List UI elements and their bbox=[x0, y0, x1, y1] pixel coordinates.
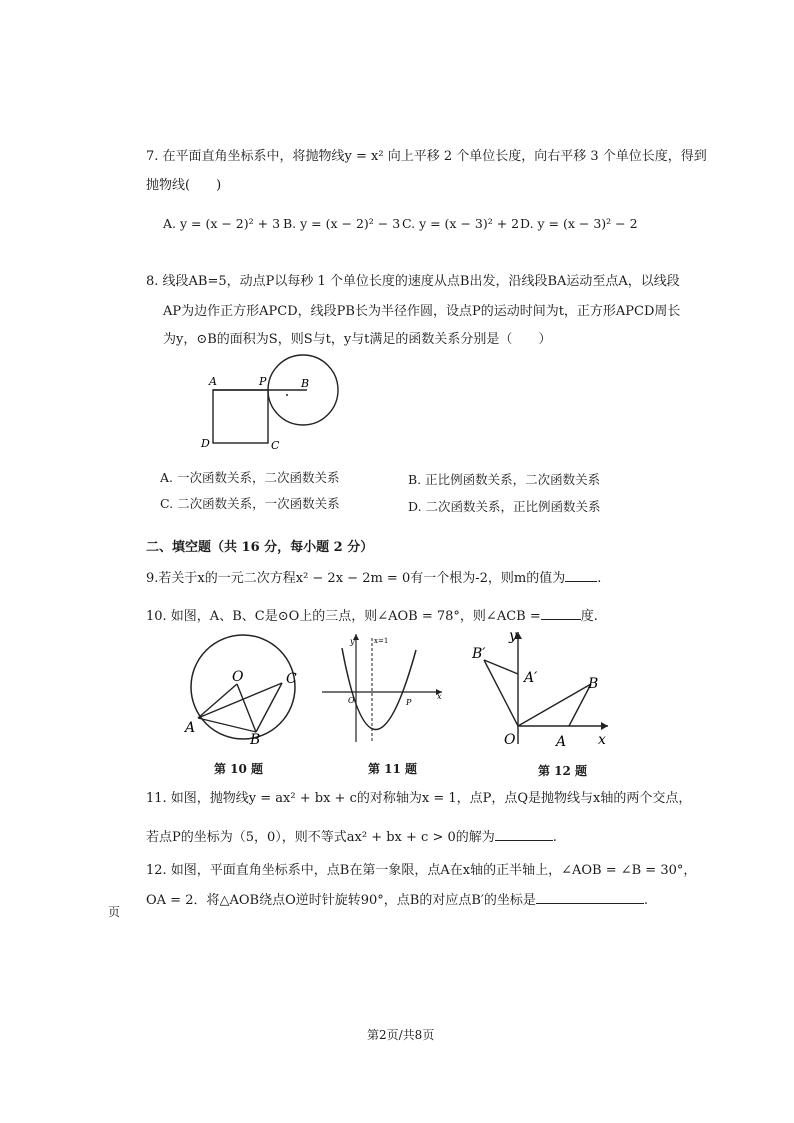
q9-end: . bbox=[597, 571, 602, 586]
fig11-label-o: O bbox=[348, 696, 355, 705]
q7-line1: 7. 在平面直角坐标系中，将抛物线y = x² 向上平移 2 个单位长度，向右平移 3 个单位长度，得到 bbox=[146, 149, 707, 164]
q11-line1: 11. 如图，抛物线y = ax² + bx + c的对称轴为x = 1，点P，点Q是抛物线与x轴的两个交点， bbox=[146, 791, 692, 806]
q9-body: 9.若关于x的一元二次方程x² − 2x − 2m = 0有一个根为-2，则m的值为 bbox=[146, 571, 566, 586]
q8-line3: 为y，⊙B的面积为S，则S与t，y与t满足的函数关系分别是（ ） bbox=[163, 332, 552, 347]
q8-line2: AP为边作正方形APCD，线段PB长为半径作圆，设点P的运动时间为t，正方形APCD周长 bbox=[163, 304, 681, 319]
q7-option-a: A. y = (x − 2)² + 3 bbox=[163, 216, 281, 231]
q8-option-a: A. 一次函数关系，二次函数关系 bbox=[160, 470, 340, 485]
q7-option-c: C. y = (x − 3)² + 2 bbox=[402, 216, 520, 231]
figure-12-caption: 第 12 题 bbox=[538, 764, 588, 778]
fig11-label-p: P bbox=[406, 698, 412, 707]
fig10-label-a: A bbox=[185, 720, 196, 736]
fig12-label-x: x bbox=[598, 732, 606, 748]
q12-body: OA = 2．将△AOB绕点O逆时针旋转90°，点B的对应点B′的坐标是 bbox=[146, 893, 536, 908]
q11-end: . bbox=[552, 830, 557, 845]
margin-mark: 页 bbox=[108, 905, 121, 919]
label-p: P bbox=[259, 375, 267, 388]
fig12-label-a: A bbox=[556, 734, 567, 750]
q10-answer-blank[interactable] bbox=[541, 607, 581, 620]
q11-line2 bbox=[146, 828, 557, 844]
figure-10-caption: 第 10 题 bbox=[214, 762, 264, 776]
q7-line2: 抛物线( ) bbox=[146, 178, 222, 193]
label-b: B bbox=[301, 377, 310, 390]
square-apcd bbox=[213, 390, 268, 443]
q11-answer-blank[interactable] bbox=[495, 828, 553, 841]
q10-end: 度. bbox=[580, 609, 598, 624]
q8-line1: 8. 线段AB=5，动点P以每秒 1 个单位长度的速度从点B出发，沿线段BA运动至点A，以线段 bbox=[146, 274, 680, 289]
fig11-label-y: y bbox=[350, 637, 355, 646]
fig10-label-c: C bbox=[286, 671, 297, 687]
q8-option-b: B. 正比例函数关系，二次函数关系 bbox=[408, 472, 601, 487]
q11-body: 若点P的坐标为（5，0），则不等式ax² + bx + c > 0的解为 bbox=[146, 830, 495, 845]
label-c: C bbox=[271, 439, 280, 452]
figure-11 bbox=[318, 630, 448, 750]
fig10-label-b: B bbox=[250, 732, 261, 747]
fig11-label-axis: x=1 bbox=[374, 637, 389, 645]
q12-answer-blank[interactable] bbox=[536, 891, 644, 904]
figure-10 bbox=[180, 632, 310, 747]
parabola bbox=[342, 648, 416, 730]
q7-option-d: D. y = (x − 3)² − 2 bbox=[520, 216, 638, 231]
q8-option-c: C. 二次函数关系，一次函数关系 bbox=[160, 496, 340, 511]
q9-text bbox=[146, 569, 601, 585]
fig10-label-o: O bbox=[232, 669, 244, 685]
q12-line2 bbox=[146, 891, 648, 907]
fig12-label-b-prime: B′ bbox=[472, 646, 486, 662]
label-a: A bbox=[209, 375, 217, 388]
q10-body: 10. 如图，A、B、C是⊙O上的三点，则∠AOB = 78°，则∠ACB = bbox=[146, 609, 541, 624]
label-d: D bbox=[201, 437, 210, 450]
q8-figure bbox=[195, 350, 355, 455]
figure-12 bbox=[466, 622, 616, 752]
fig12-label-b: B bbox=[588, 676, 599, 692]
figure-11-caption: 第 11 题 bbox=[368, 762, 418, 776]
fig12-label-a-prime: A′ bbox=[524, 670, 538, 686]
section-2-title: 二、填空题（共 16 分，每小题 2 分） bbox=[146, 540, 374, 555]
fig11-label-x: x bbox=[437, 692, 442, 701]
q10-text bbox=[146, 607, 598, 623]
fig12-label-o: O bbox=[504, 732, 516, 748]
page-footer: 第2页/共8页 bbox=[367, 1028, 435, 1042]
q8-option-d: D. 二次函数关系，正比例函数关系 bbox=[408, 499, 601, 514]
q12-end: . bbox=[643, 893, 648, 908]
q9-answer-blank[interactable] bbox=[565, 569, 597, 582]
q12-line1: 12. 如图，平面直角坐标系中，点B在第一象限，点A在x轴的正半轴上，∠AOB = ∠B = 30°， bbox=[146, 863, 697, 878]
q7-option-b: B. y = (x − 2)² − 3 bbox=[283, 216, 401, 231]
fig12-label-y: y bbox=[509, 628, 517, 644]
